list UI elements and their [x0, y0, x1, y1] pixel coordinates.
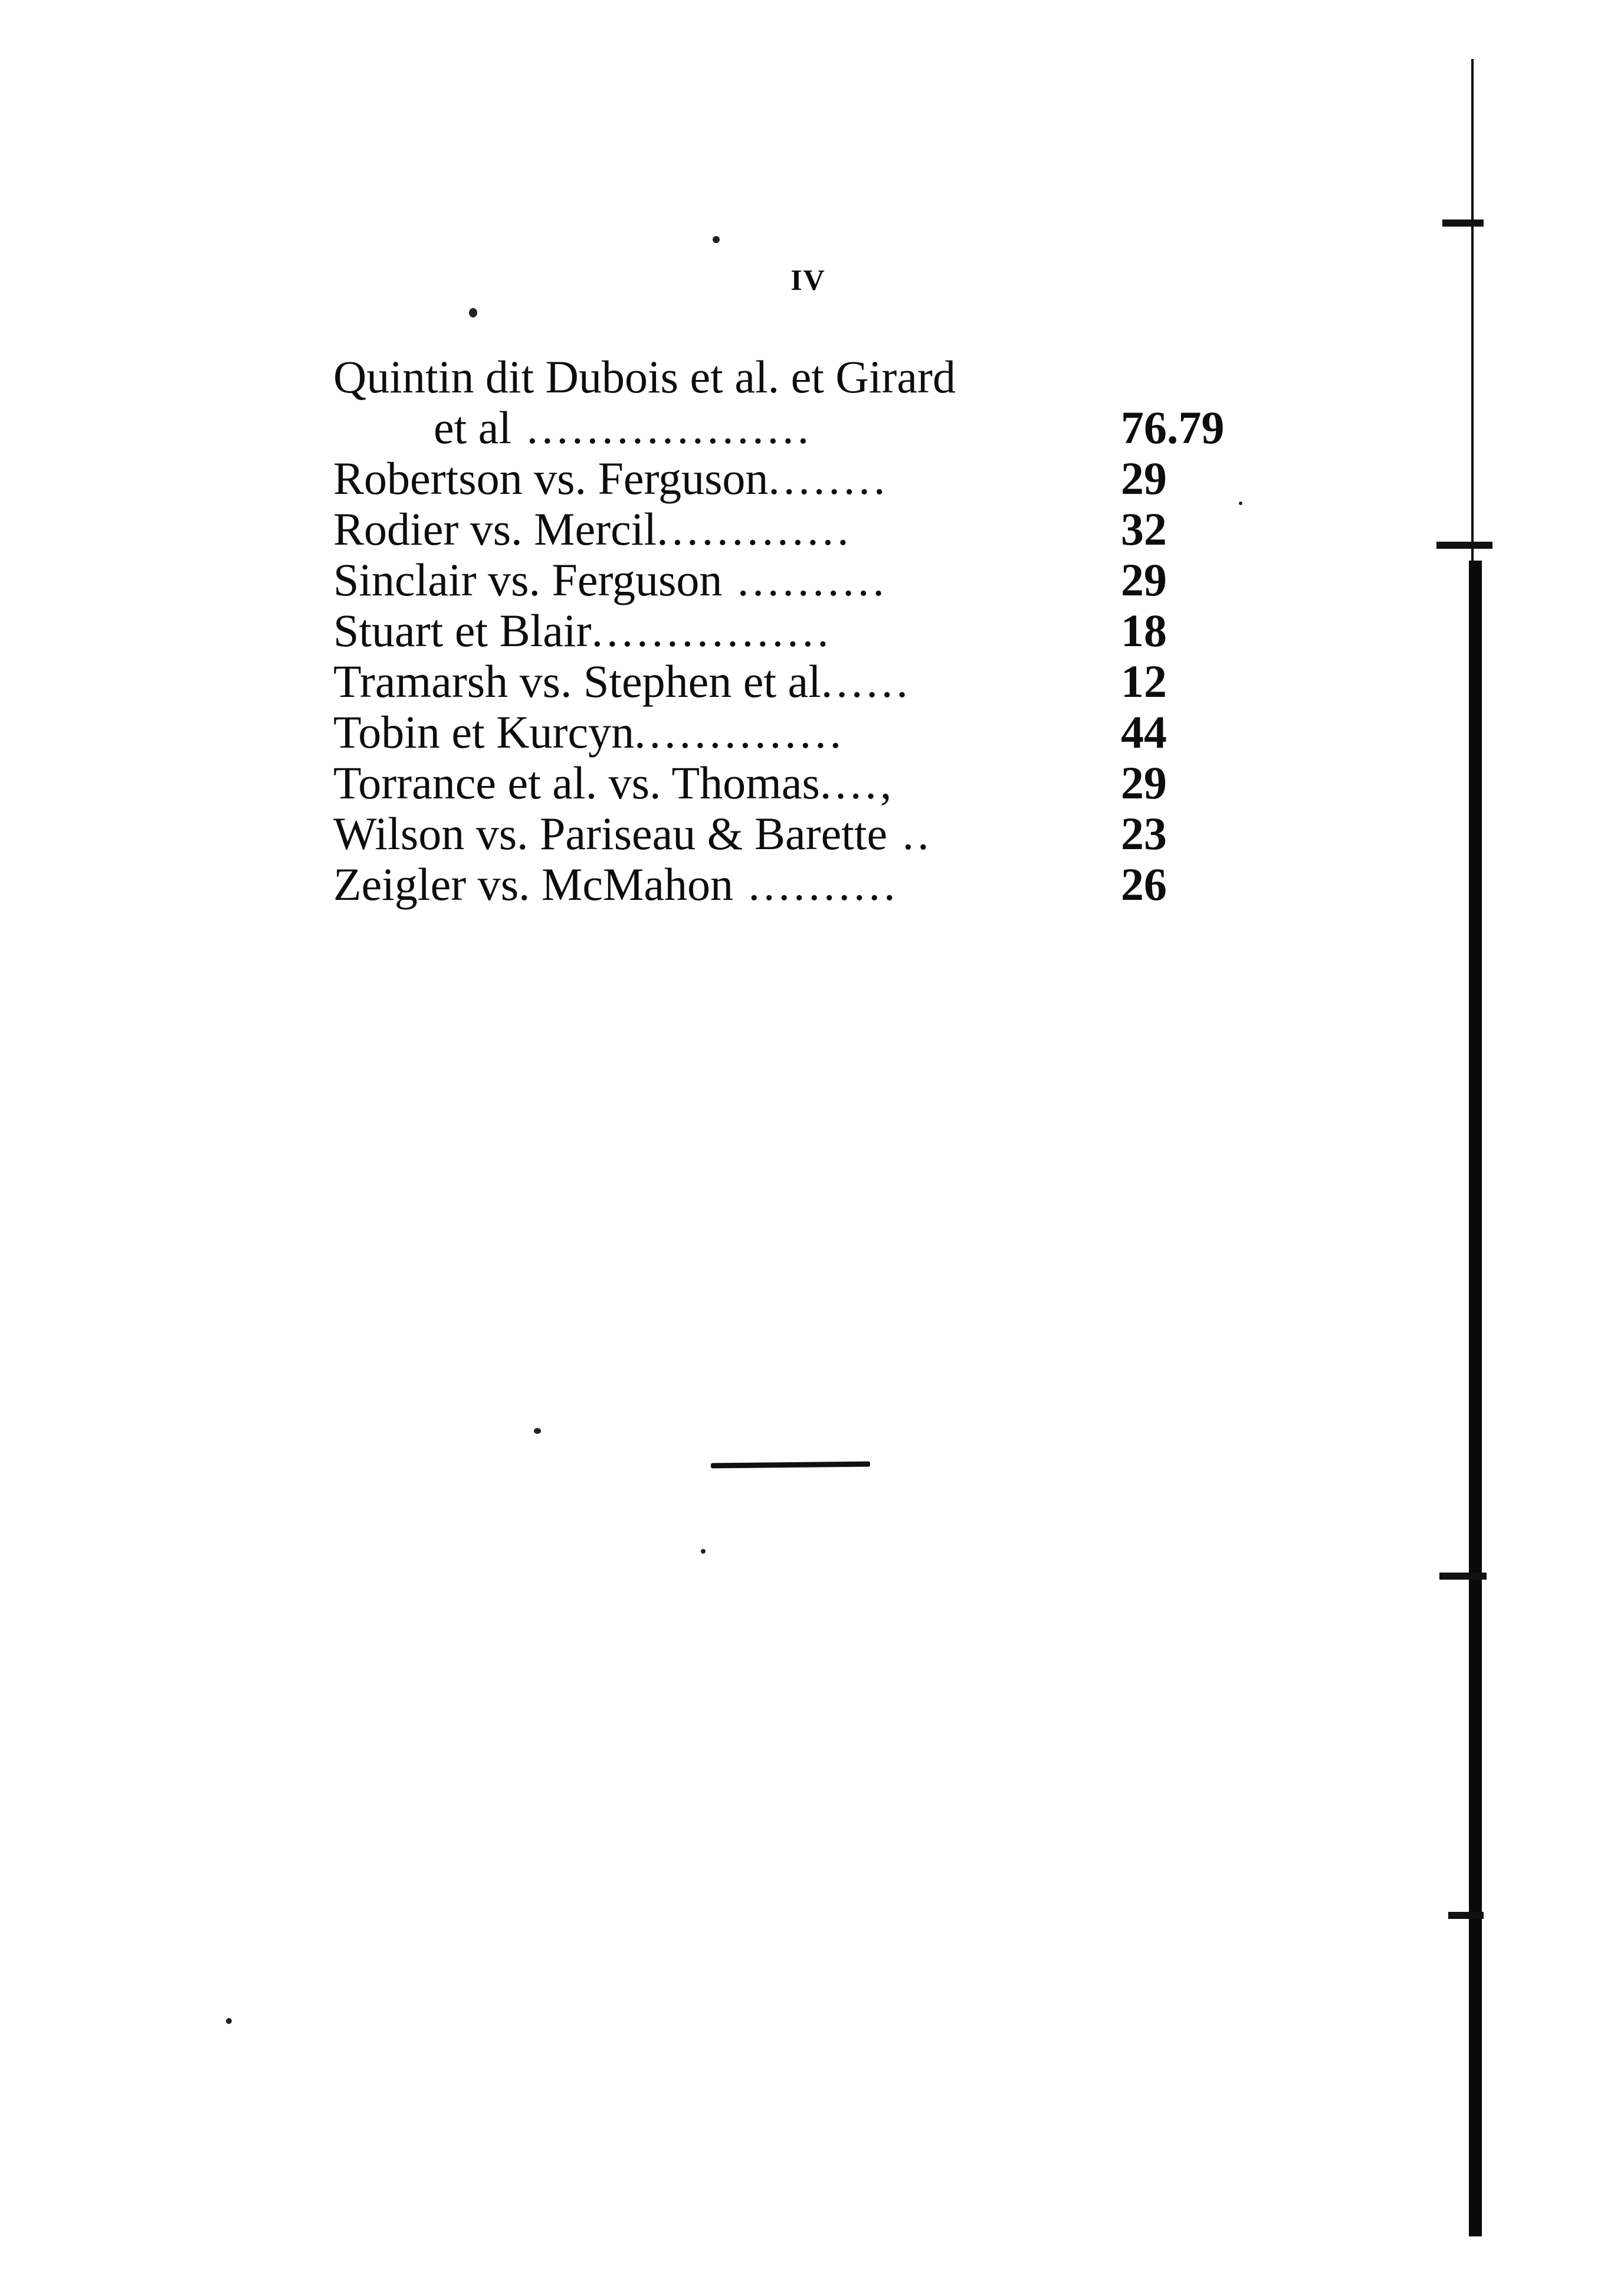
entry-title: Stuart et Blair	[333, 605, 592, 656]
index-entry	[333, 859, 1277, 910]
ink-speck	[701, 1549, 706, 1554]
binding-tick	[1439, 1573, 1487, 1580]
ink-speck	[469, 308, 477, 317]
entry-page-number: 26	[1121, 859, 1167, 910]
ink-speck	[534, 1428, 541, 1434]
entry-page-number: 12	[1121, 656, 1167, 707]
binding-tick	[1448, 1912, 1484, 1919]
dot-leaders: ......	[821, 656, 911, 707]
index-entry	[333, 605, 1277, 656]
index-entry	[333, 808, 1277, 859]
entry-title: Zeigler vs. McMahon	[333, 859, 734, 910]
entry-name	[333, 859, 899, 910]
entry-name	[333, 808, 933, 859]
entry-title: Quintin dit Dubois et al. et Girard	[333, 351, 956, 402]
closing-rule	[711, 1462, 870, 1469]
index-entry	[333, 707, 1277, 758]
dot-leaders: ..	[887, 808, 933, 859]
entry-title: Tramarsh vs. Stephen et al	[333, 656, 821, 707]
entry-name	[333, 758, 895, 808]
page-number: IV	[790, 263, 826, 296]
entry-name	[333, 656, 911, 707]
dot-leaders: ..............	[634, 706, 845, 758]
binding-tick	[1442, 220, 1484, 227]
entry-name	[333, 555, 888, 605]
index-entry	[333, 402, 1277, 453]
entry-page-number: 18	[1121, 605, 1167, 656]
entry-title: Rodier vs. Mercil	[333, 503, 657, 555]
entry-page-number: 44	[1121, 706, 1167, 758]
entry-title: et al	[434, 402, 512, 453]
entry-name	[434, 402, 812, 453]
dot-leaders: .............	[657, 503, 852, 555]
entry-title: Robertson vs. Ferguson	[333, 453, 769, 504]
entry-name	[333, 605, 832, 656]
index-entry	[333, 453, 1277, 504]
ink-speck	[1239, 502, 1242, 505]
entry-name	[333, 504, 852, 555]
entry-page-number: 29	[1121, 554, 1167, 605]
entry-name	[333, 453, 888, 504]
dot-leaders: ...................	[511, 402, 813, 453]
entry-name	[333, 707, 845, 758]
entry-title: Tobin et Kurcyn	[333, 706, 635, 758]
dot-leaders: ........	[768, 453, 889, 504]
entry-title: Sinclair vs. Ferguson	[333, 554, 723, 605]
entry-name	[333, 352, 956, 402]
dot-leaders: ..........	[733, 859, 899, 910]
index-table	[333, 352, 1277, 910]
index-entry	[333, 656, 1277, 707]
entry-page-number: 23	[1121, 808, 1167, 859]
binding-edge-thick	[1469, 561, 1482, 2236]
index-entry	[333, 352, 1277, 402]
entry-page-number: 29	[1121, 453, 1167, 504]
entry-page-number: 29	[1121, 757, 1167, 808]
entry-page-number: 76.79	[1121, 402, 1225, 453]
binding-edge-thin	[1471, 59, 1474, 561]
entry-title: Torrance et al. vs. Thomas	[333, 757, 820, 808]
entry-page-number: 32	[1121, 503, 1167, 555]
index-entry	[333, 555, 1277, 605]
dot-leaders: ....,	[819, 757, 895, 808]
entry-title: Wilson vs. Pariseau & Barette	[333, 808, 888, 859]
binding-tick	[1436, 542, 1492, 549]
ink-speck	[713, 236, 720, 243]
dot-leaders: ................	[591, 605, 832, 656]
ink-speck	[226, 2018, 232, 2024]
index-entry	[333, 758, 1277, 808]
dot-leaders: ..........	[722, 554, 888, 605]
index-entry	[333, 504, 1277, 555]
